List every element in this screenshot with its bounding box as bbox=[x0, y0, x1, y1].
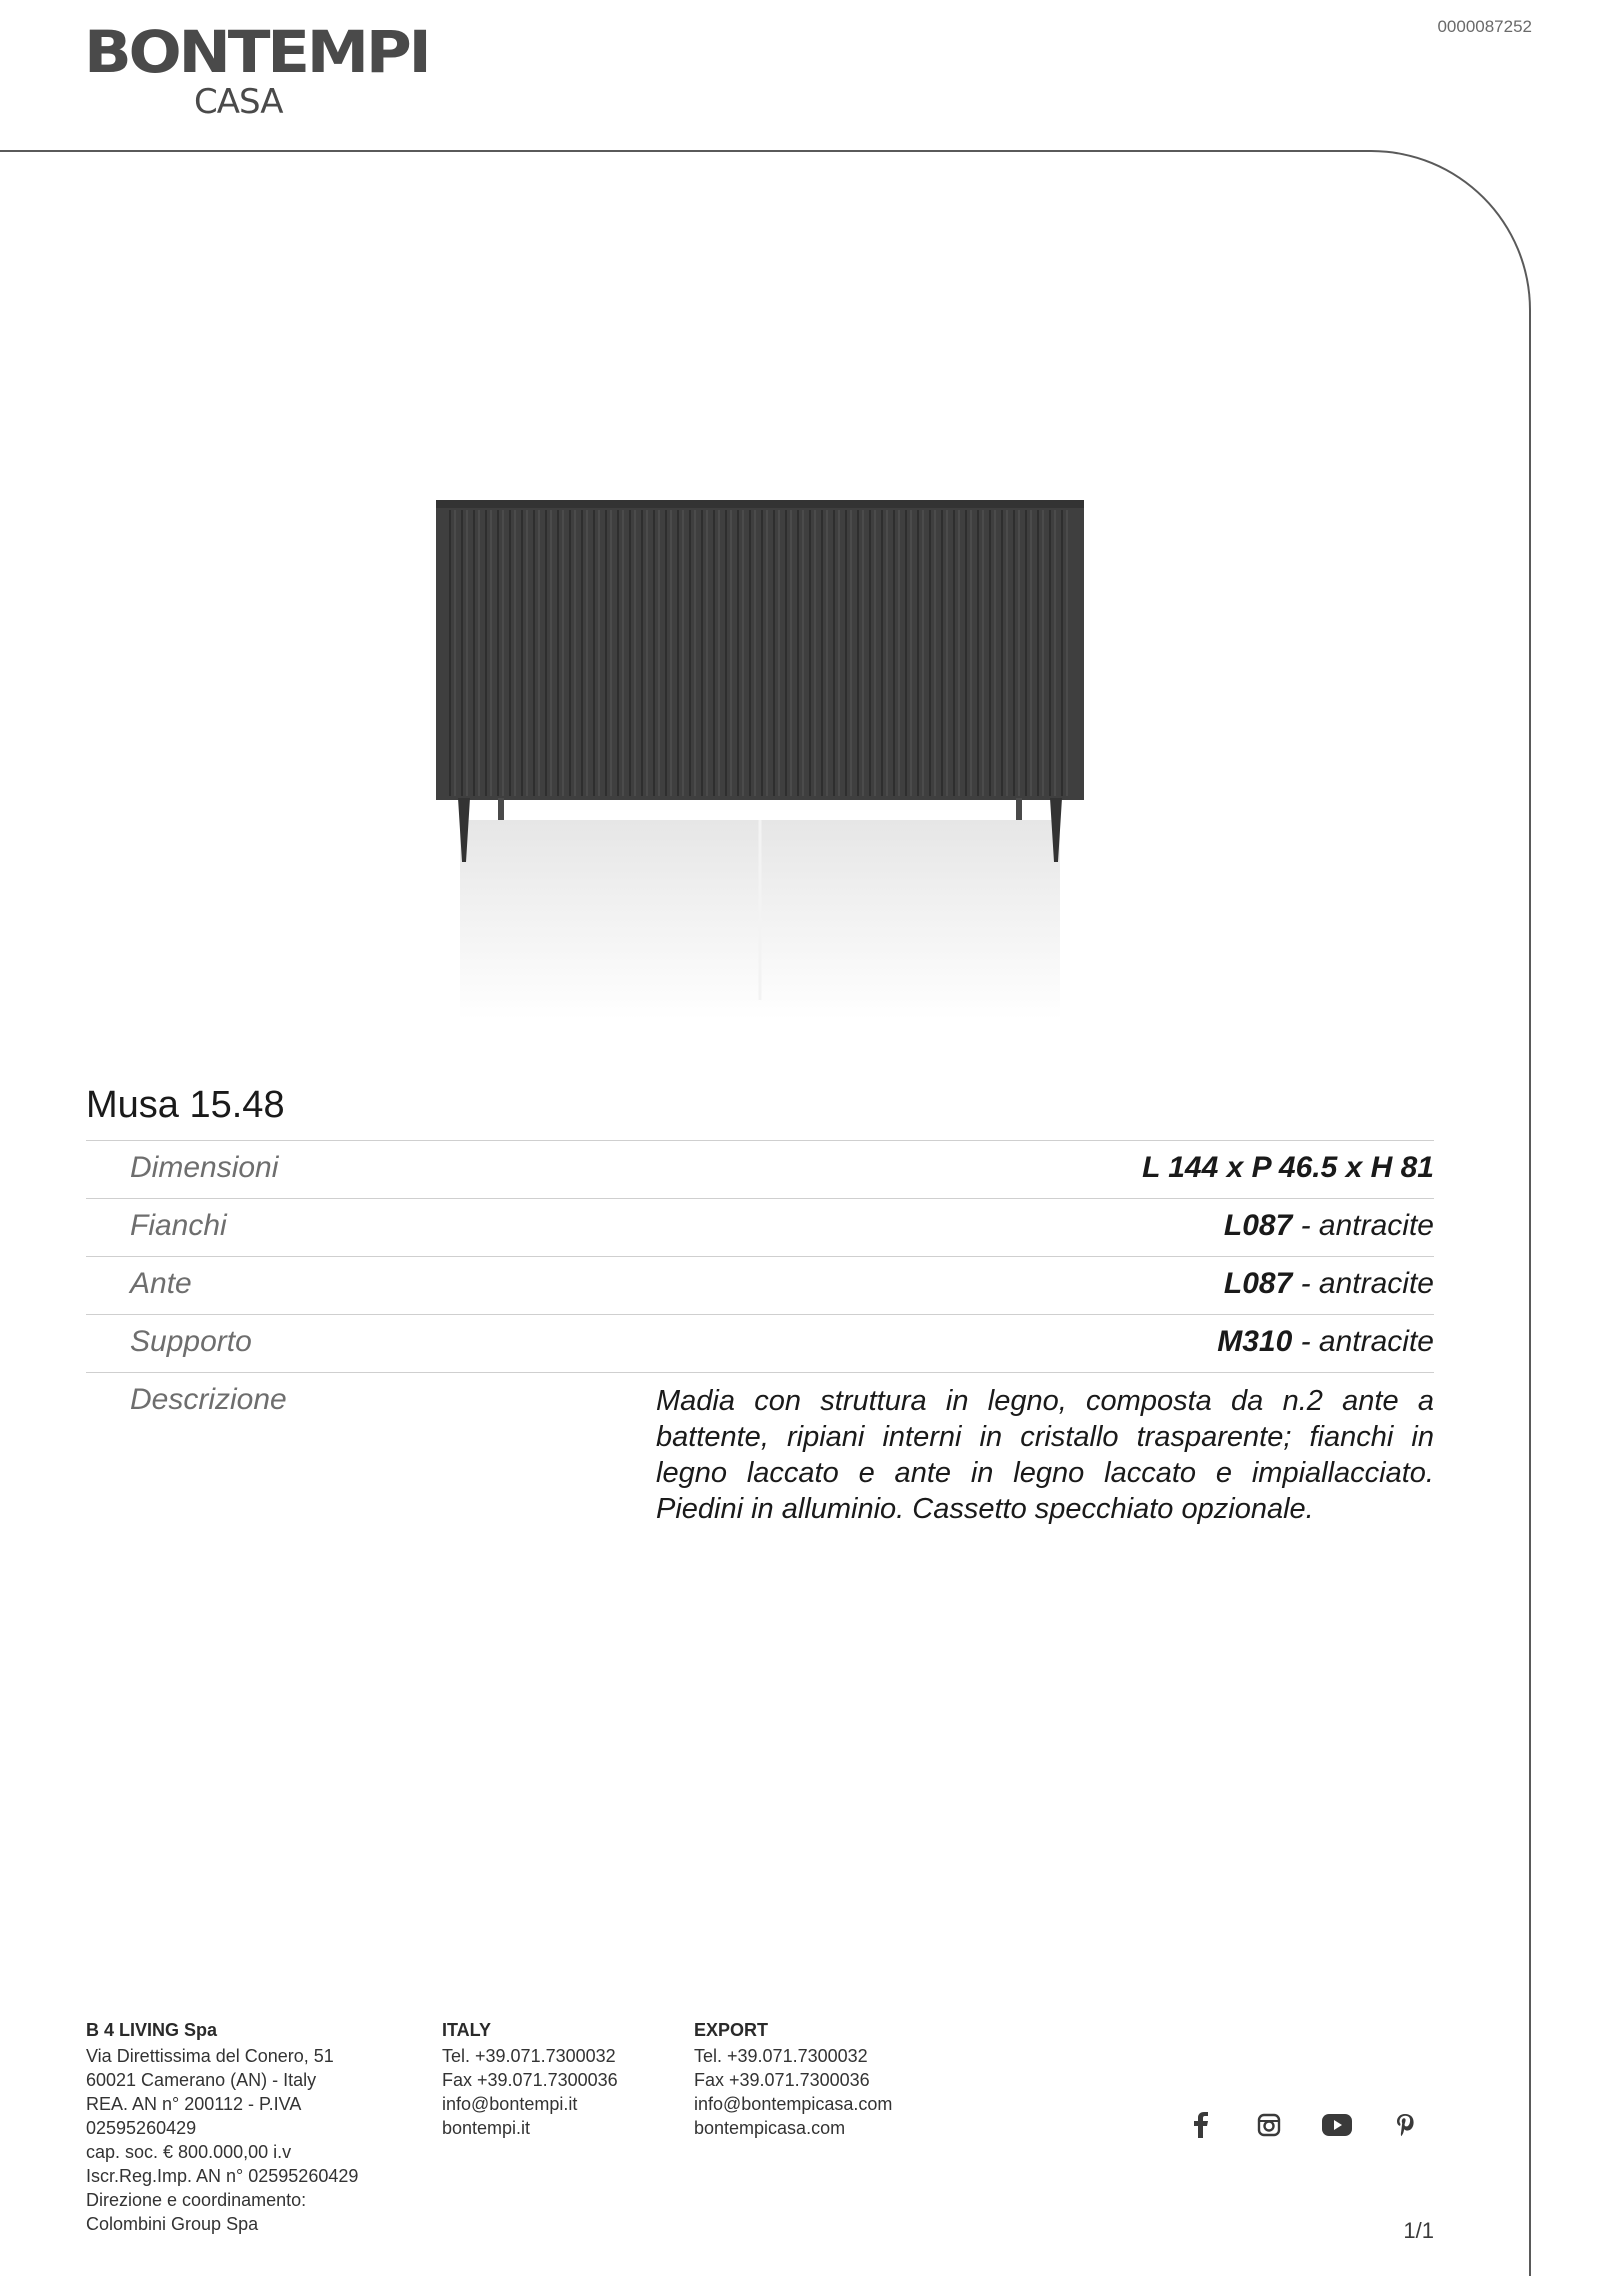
footer-website-link[interactable]: bontempi.it bbox=[442, 2118, 531, 2138]
footer-website-link[interactable]: bontempicasa.com bbox=[694, 2118, 846, 2138]
spec-table bbox=[86, 1140, 1434, 1542]
footer-line: Iscr.Reg.Imp. AN n° 02595260429 bbox=[86, 2166, 359, 2186]
product-image bbox=[430, 480, 1090, 1060]
footer-line: Via Direttissima del Conero, 51 bbox=[86, 2046, 334, 2066]
footer-phone: Tel. +39.071.7300032 bbox=[694, 2046, 868, 2066]
instagram-icon[interactable] bbox=[1254, 2110, 1284, 2140]
spec-label: Supporto bbox=[130, 1325, 252, 1358]
spec-row-doors bbox=[86, 1256, 1434, 1314]
social-links bbox=[1186, 2110, 1420, 2140]
logo-subtitle: CASA bbox=[194, 82, 283, 122]
footer-line: 02595260429 bbox=[86, 2118, 197, 2138]
spec-value: M310 - antracite bbox=[1217, 1325, 1434, 1358]
logo-wordmark: BONTEMPI bbox=[84, 18, 429, 86]
footer-company bbox=[86, 2018, 358, 2236]
spec-value: L087 - antracite bbox=[1223, 1209, 1434, 1242]
youtube-icon[interactable] bbox=[1322, 2110, 1352, 2140]
facebook-icon[interactable] bbox=[1186, 2110, 1216, 2140]
cabinet-leg bbox=[498, 798, 504, 820]
spec-value: L087 - antracite bbox=[1223, 1267, 1434, 1300]
footer-email-link[interactable]: info@bontempicasa.com bbox=[694, 2094, 893, 2114]
spec-row-description bbox=[86, 1372, 1434, 1542]
description-text: Madia con struttura in legno, composta da n.2 ante a battente, ripiani interni in cristallo trasparente; fianchi in legno laccato e ante in legno laccato e impiallacciato. Piedini in alluminio. Cassetto specchiato opzionale. bbox=[656, 1385, 1434, 1525]
footer-italy bbox=[442, 2018, 618, 2140]
footer-email-link[interactable]: info@bontempi.it bbox=[442, 2094, 578, 2114]
footer-company-name: B 4 LIVING Spa bbox=[86, 2020, 218, 2040]
spec-label: Descrizione bbox=[130, 1383, 287, 1416]
pinterest-icon[interactable] bbox=[1390, 2110, 1420, 2140]
spec-label: Ante bbox=[130, 1267, 192, 1300]
page-number: 1/1 bbox=[1403, 2218, 1434, 2243]
footer-export bbox=[694, 2018, 892, 2140]
footer-line: 60021 Camerano (AN) - Italy bbox=[86, 2070, 317, 2090]
footer-fax: Fax +39.071.7300036 bbox=[694, 2070, 870, 2090]
document-code: 0000087252 bbox=[1437, 17, 1532, 36]
footer-line: cap. soc. € 800.000,00 i.v bbox=[86, 2142, 292, 2162]
spec-row-support bbox=[86, 1314, 1434, 1372]
footer-fax: Fax +39.071.7300036 bbox=[442, 2070, 618, 2090]
spec-row-dimensions bbox=[86, 1140, 1434, 1198]
footer-line: Direzione e coordinamento: bbox=[86, 2190, 307, 2210]
footer-line: Colombini Group Spa bbox=[86, 2214, 259, 2234]
footer-italy-head: ITALY bbox=[442, 2020, 492, 2040]
product-title: Musa 15.48 bbox=[86, 1084, 285, 1126]
footer-line: REA. AN n° 200112 - P.IVA bbox=[86, 2094, 302, 2114]
brand-logo bbox=[84, 18, 429, 122]
spec-label: Dimensioni bbox=[130, 1151, 279, 1184]
cabinet-leg bbox=[1016, 798, 1022, 820]
footer-phone: Tel. +39.071.7300032 bbox=[442, 2046, 616, 2066]
spec-value: L 144 x P 46.5 x H 81 bbox=[1142, 1151, 1434, 1184]
spec-label: Fianchi bbox=[130, 1209, 227, 1242]
spec-row-sides bbox=[86, 1198, 1434, 1256]
footer-export-head: EXPORT bbox=[694, 2020, 769, 2040]
